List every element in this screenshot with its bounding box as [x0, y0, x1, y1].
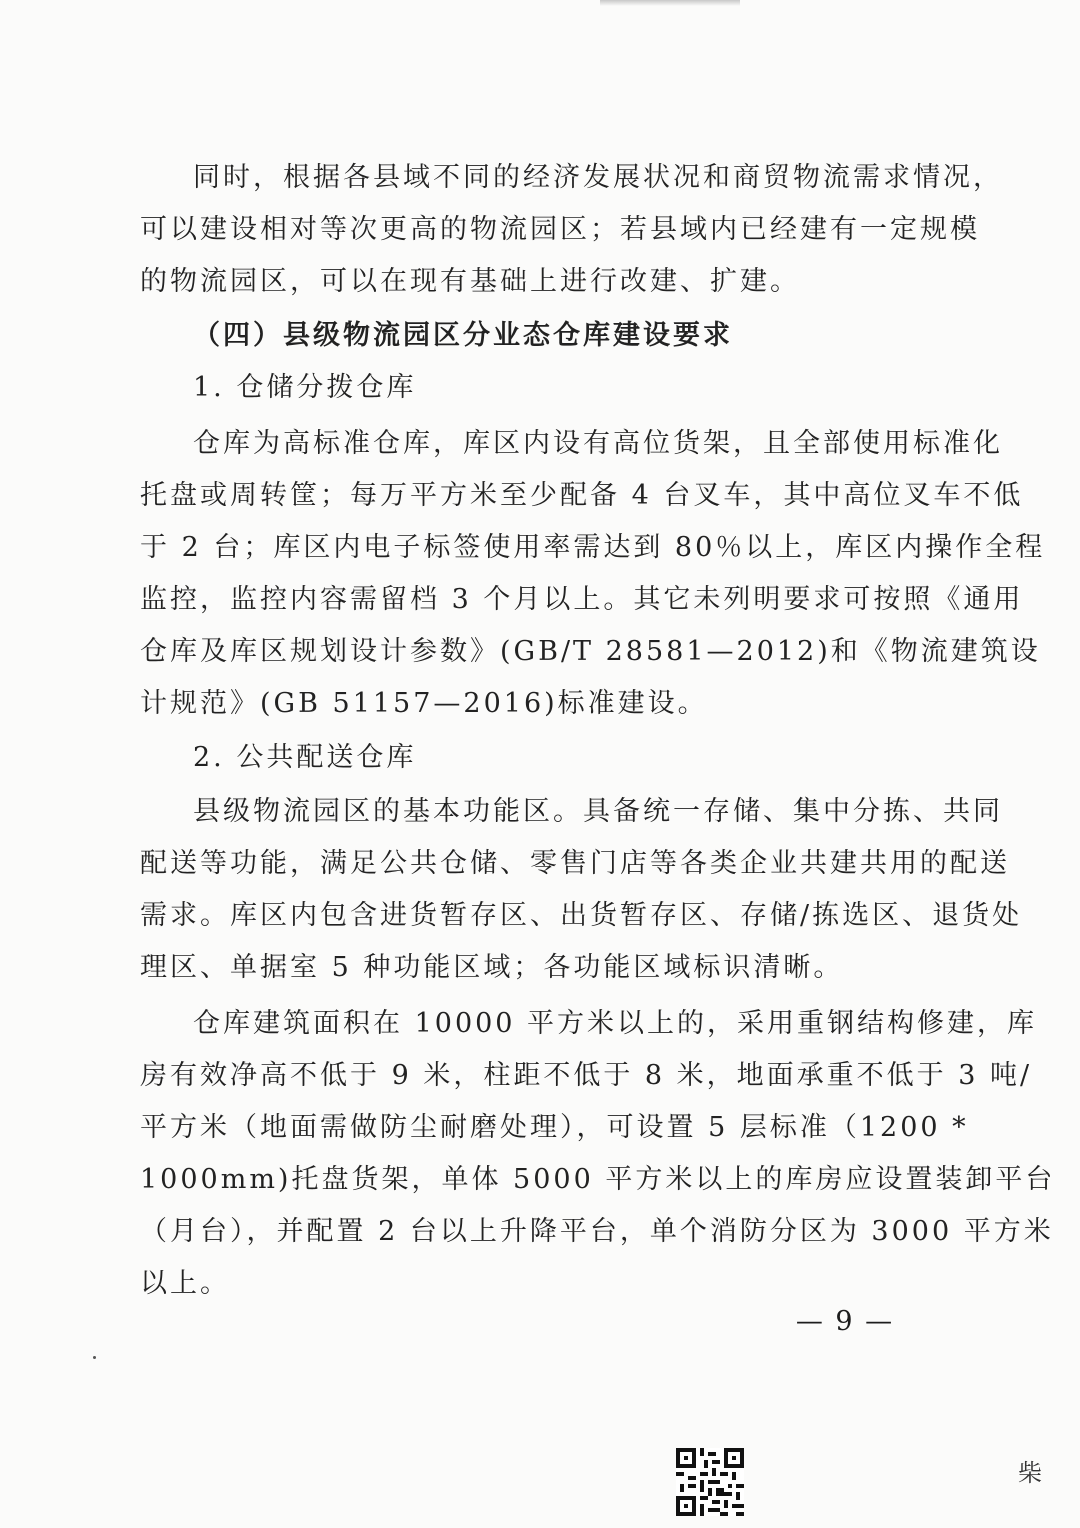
- paragraph-4-line-3: 平方米（地面需做防尘耐磨处理），可设置 5 层标准（1200 *: [140, 1112, 969, 1143]
- subheading-2: 2. 公共配送仓库: [193, 742, 417, 773]
- paragraph-4-line-1: 仓库建筑面积在 10000 平方米以上的，采用重钢结构修建，库: [193, 1008, 1038, 1039]
- paragraph-2-line-5: 仓库及库区规划设计参数》(GB/T 28581—2012)和《物流建筑设: [140, 636, 1041, 667]
- qr-code-icon: [676, 1448, 744, 1516]
- paragraph-1-line-1: 同时，根据各县域不同的经济发展状况和商贸物流需求情况，: [193, 162, 1003, 193]
- scan-edge-mark: [600, 0, 740, 6]
- paragraph-3-line-1: 县级物流园区的基本功能区。具备统一存储、集中分拣、共同: [193, 796, 1003, 827]
- paragraph-4-line-6: 以上。: [140, 1268, 230, 1299]
- scan-speck: [93, 1356, 96, 1359]
- subheading-1: 1. 仓储分拨仓库: [193, 372, 417, 403]
- paragraph-1-line-2: 可以建设相对等次更高的物流园区；若县域内已经建有一定规模: [140, 214, 980, 245]
- paragraph-2-line-2: 托盘或周转筐；每万平方米至少配备 4 台叉车，其中高位叉车不低: [140, 480, 1024, 511]
- paragraph-2-line-4: 监控，监控内容需留档 3 个月以上。其它未列明要求可按照《通用: [140, 584, 1024, 615]
- paragraph-4-line-5: （月台），并配置 2 台以上升降平台，单个消防分区为 3000 平方米: [140, 1216, 1054, 1247]
- section-heading-4: （四）县级物流园区分业态仓库建设要求: [193, 320, 733, 351]
- paragraph-3-line-4: 理区、单据室 5 种功能区域；各功能区域标识清晰。: [140, 952, 844, 983]
- paragraph-1-line-3: 的物流园区，可以在现有基础上进行改建、扩建。: [140, 266, 800, 297]
- page-number: — 9 —: [795, 1306, 895, 1337]
- corner-mark: 柴: [1018, 1459, 1042, 1487]
- paragraph-3-line-3: 需求。库区内包含进货暂存区、出货暂存区、存储/拣选区、退货处: [140, 900, 1023, 931]
- paragraph-2-line-3: 于 2 台；库区内电子标签使用率需达到 80％以上，库区内操作全程: [140, 532, 1046, 563]
- paragraph-4-line-2: 房有效净高不低于 9 米，柱距不低于 8 米，地面承重不低于 3 吨/: [140, 1060, 1033, 1091]
- paragraph-2-line-6: 计规范》(GB 51157—2016)标准建设。: [140, 688, 708, 719]
- paragraph-3-line-2: 配送等功能，满足公共仓储、零售门店等各类企业共建共用的配送: [140, 848, 1010, 879]
- paragraph-4-line-4: 1000mm)托盘货架，单体 5000 平方米以上的库房应设置装卸平台: [140, 1164, 1056, 1195]
- paragraph-2-line-1: 仓库为高标准仓库，库区内设有高位货架，且全部使用标准化: [193, 428, 1003, 459]
